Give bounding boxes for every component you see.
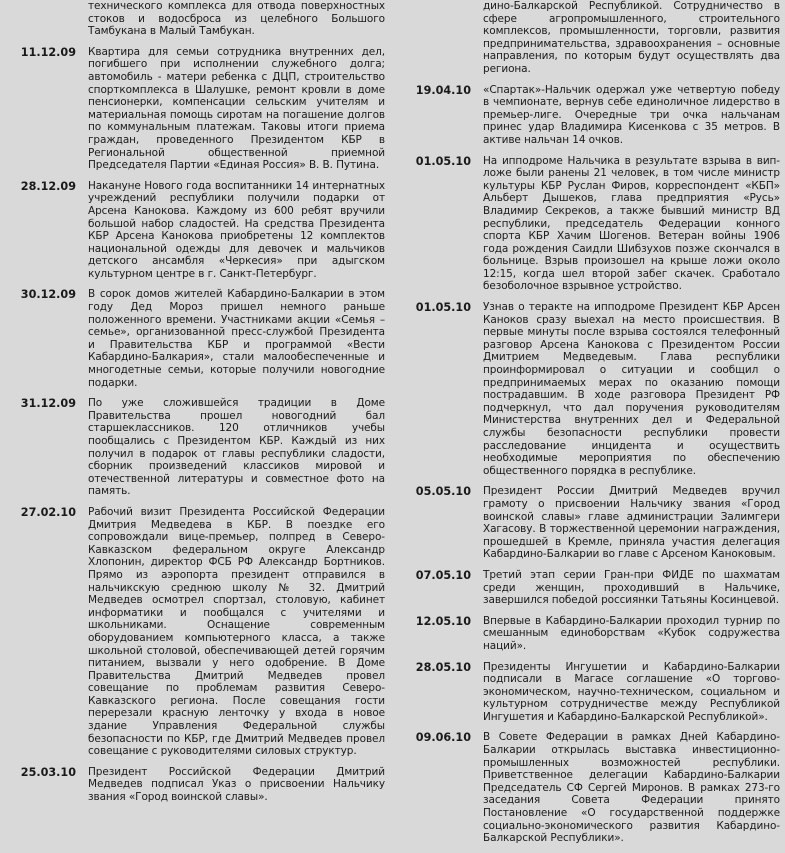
- entry-text: Третий этап серии Гран-при ФИДЕ по шахматам среди женщин, проходивший в Нальчике, завершился победой россиянки Татьяны Косинцевой.: [483, 568, 780, 607]
- chronicle-entry: [395, 569, 780, 607]
- chronicle-entry: [0, 288, 385, 389]
- entry-text: Рабочий визит Президента Российской Федерации Дмитрия Медведева в КБР. В поездке его сопровождали вице-премьер, полпред в Северо-Кавказском федеральном округе Александр Хлопонин, директор ФСБ РФ Александр Бортников. Прямо из аэропорта президент отправился в нальчикскую среднюю школу № 32. Дмитрий Медведев осмотрел спортзал, столовую, кабинет информатики и пообщался с учителями и школьниками. Оснащение современным оборудованием компьютерного класса, а также школьной столовой, обеспечивающей детей горячим питанием, вызвали у него одобрение. В Доме Правительства Дмитрий Медведев провел совещание по проблемам развития Северо-Кавказского региона. После совещания гости перерезали красную ленточку у входа в новое здание Управления Федеральной службы безопасности по КБР, где Дмитрий Медведев провел совещание с руководителями силовых структур.: [88, 505, 385, 758]
- chronicle-entry: [0, 46, 385, 172]
- right-column: [395, 0, 780, 853]
- entry-date: 31.12.09: [20, 397, 76, 411]
- chronicle-entry: [395, 84, 780, 147]
- entry-date: 25.03.10: [20, 765, 76, 779]
- chronicle-entry: [0, 0, 385, 38]
- entry-text: Президенты Ингушетии и Кабардино-Балкарии подписали в Магасе соглашение «О торгово-экономическом, научно-техническом, социальном и культурном сотрудничестве между Республикой Ингушетия и Кабардино-Балкарской Республикой».: [483, 660, 780, 723]
- entry-text: технического комплекса для отвода поверхностных стоков и водосброса из целебного Большого Тамбукана в Малый Тамбукан.: [88, 0, 385, 38]
- chronicle-entry: [395, 155, 780, 294]
- chronicle-entry: [395, 0, 780, 76]
- entry-text: Президент Российской Федерации Дмитрий Медведев подписал Указ о присвоении Нальчику звания «Город воинской славы».: [88, 765, 385, 804]
- chronicle-entry: [0, 397, 385, 498]
- entry-date: 01.05.10: [415, 301, 471, 315]
- chronicle-entry: [0, 506, 385, 758]
- chronicle-entry: [395, 301, 780, 477]
- entry-date: 05.05.10: [415, 485, 471, 499]
- entry-date: 07.05.10: [415, 568, 471, 582]
- chronicle-entry: [395, 615, 780, 653]
- entry-text: На ипподроме Нальчика в результате взрыва в вип-ложе были ранены 21 человек, в том числе министр культуры КБР Руслан Фиров, корреспондент «КБП» Альберт Дышеков, глава предприятия «Русь» Владимир Секреков, а также бывший министр ВД республики, председатель Федерации конного спорта КБР Хачим Шогенов. Ветеран войны 1906 года рождения Саидли Шибзухов позже скончался в больнице. Взрыв произошел на крыше ложи около 12:15, когда шел второй забег скачек. Сработало безоболочное взрывное устройство.: [483, 154, 780, 293]
- entry-text: Узнав о теракте на ипподроме Президент КБР Арсен Каноков сразу выехал на место происшествия. В первые минуты после взрыва состоялся телефонный разговор Арсена Канокова с Президентом России Дмитрием Медведевым. Глава республики проинформировал о ситуации и сообщил о предпринимаемых мерах по оказанию помощи пострадавшим. В ходе разговора Президент РФ подчеркнул, что дал поручения руководителям Министерства внутренних дел и Федеральной службы безопасности республики провести расследование инцидента и осуществить необходимые мероприятия по обеспечению общественного порядка в республике.: [483, 301, 780, 477]
- entry-date: 30.12.09: [20, 288, 76, 302]
- entry-date: 28.05.10: [415, 660, 471, 674]
- entry-text: В Совете Федерации в рамках Дней Кабардино-Балкарии открылась выставка инвестиционно-промышленных возможностей республики. Приветственное делегации Кабардино-Балкарии Председатель СФ Сергей Миронов. В рамках 273-го заседания Совета Федерации принято Постановление «О государственной поддержке социально-экономического развития Кабардино-Балкарской Республики».: [483, 731, 780, 845]
- entry-text: По уже сложившейся традиции в Доме Правительства прошел новогодний бал старшеклассников. 120 отличников учебы пообщались с Президентом КБР. Каждый из них получил в подарок от главы республики сладости, сборник произведений классиков мировой и отечественной литературы и совместное фото на память.: [88, 397, 385, 498]
- chronicle-entry: [0, 766, 385, 804]
- entry-text: дино-Балкарской Республикой. Сотрудничество в сфере агропромышленного, строительного комплексов, промышленности, торговли, развития предпринимательства, здравоохранения – основные направления, по которым будут осуществлять два региона.: [483, 0, 780, 75]
- chronicle-entry: [395, 661, 780, 724]
- entry-text: Накануне Нового года воспитанники 14 интернатных учреждений республики получили подарки от Арсена Канокова. Каждому из 600 ребят вручили большой набор сладостей. На средства Президента КБР Арсена Канокова приобретены 12 комплектов национальной одежды для девочек и мальчиков детского ансамбля «Черкесия» при адыгском культурном центре в г. Санкт-Петербург.: [88, 179, 385, 280]
- entry-text: Впервые в Кабардино-Балкарии проходил турнир по смешанным единоборствам «Кубок содружества наций».: [483, 614, 780, 652]
- chronicle-entry: [395, 485, 780, 561]
- entry-date: 19.04.10: [415, 83, 471, 97]
- entry-date: 12.05.10: [415, 614, 471, 628]
- chronicle-entry: [0, 180, 385, 281]
- entry-text: «Спартак»-Нальчик одержал уже четвертую победу в чемпионате, вернув себе единоличное лидерство в премьер-лиге. Очередные три очка нальчанам принес удар Владимира Кисенкова с 35 метров. В активе нальчан 14 очков.: [483, 83, 780, 146]
- entry-text: Президент России Дмитрий Медведев вручил грамоту о присвоении Нальчику звания «Город воинской славы» главе администрации Залимгери Хагасову. В торжественной церемонии награждения, прошедшей в Кремле, приняла участия делегация Кабардино-Балкарии во главе с Арсеном Каноковым.: [483, 485, 780, 561]
- entry-date: 28.12.09: [20, 179, 76, 193]
- entry-text: В сорок домов жителей Кабардино-Балкарии в этом году Дед Мороз пришел немного раньше положенного времени. Участниками акции «Семья – семье», организованной пресс-службой Президента и Правительства КБР и программой «Вести Кабардино-Балкария», стали малообеспеченные и многодетные семьи, которые получили новогодние подарки.: [88, 288, 385, 389]
- chronicle-entry: [395, 731, 780, 844]
- entry-date: 27.02.10: [20, 505, 76, 519]
- entry-date: 09.06.10: [415, 731, 471, 745]
- entry-date: 11.12.09: [20, 45, 76, 59]
- entry-text: Квартира для семьи сотрудника внутренних дел, погибшего при исполнении служебного долга; автомобиль - матери ребенка с ДЦП, строительство спорткомплекса в Шалушке, ремонт кровли в доме пенсионерки, компенсации сельским учителям и материальная помощь сиротам на погашение долгов по коммунальным платежам. Таковы итоги приема граждан, проведенного Президентом КБР в Региональной общественной приемной Председателя Партии «Единая Россия» В. В. Путина.: [88, 45, 385, 172]
- entry-date: 01.05.10: [415, 154, 471, 168]
- left-column: [0, 0, 385, 812]
